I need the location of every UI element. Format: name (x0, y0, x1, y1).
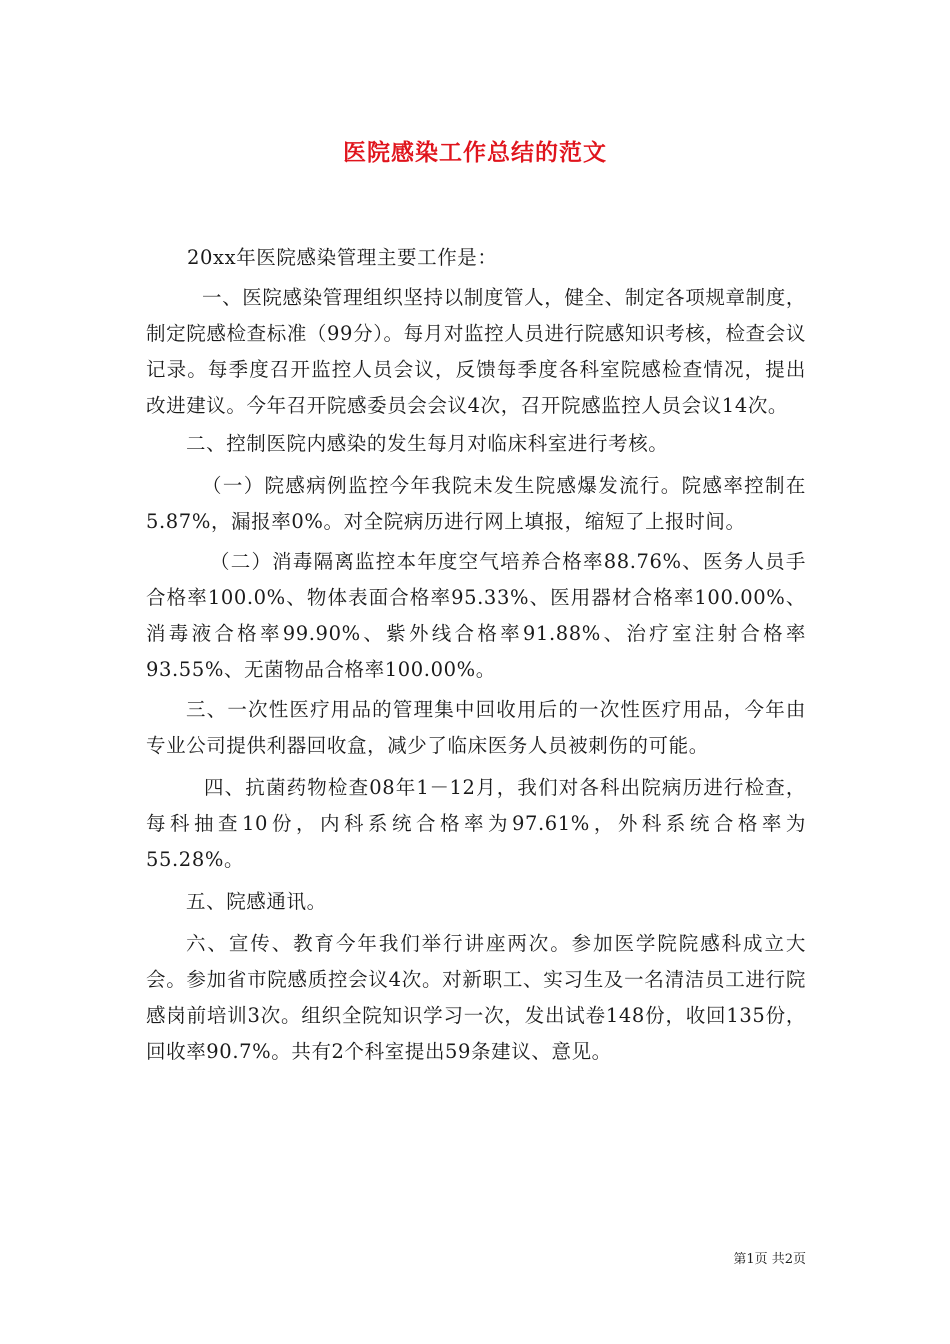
document-body (146, 240, 806, 1070)
section-2-1-paragraph: （一）院感病例监控今年我院未发生院感爆发流行。院感率控制在5.87%，漏报率0%。对全院病历进行网上填报，缩短了上报时间。 (146, 474, 806, 533)
section-2-2-paragraph: （二）消毒隔离监控本年度空气培养合格率88.76%、医务人员手合格率100.0%、物体表面合格率95.33%、医用器材合格率100.00%、消毒液合格率99.90%、紫外线合格率91.88%、治疗室注射合格率93.55%、无菌物品合格率100.00%。 (146, 550, 806, 681)
section-2-paragraph: 二、控制医院内感染的发生每月对临床科室进行考核。 (186, 432, 669, 455)
page-title: 医院感染工作总结的范文 (343, 139, 607, 166)
intro-paragraph: 20xx年医院感染管理主要工作是： (187, 246, 498, 269)
section-5-paragraph: 五、院感通讯。 (186, 890, 327, 913)
section-6-paragraph: 六、宣传、教育今年我们举行讲座两次。参加医学院院感科成立大会。参加省市院感质控会议4次。对新职工、实习生及一名清洁员工进行院感岗前培训3次。组织全院知识学习一次，发出试卷148份，收回135份，回收率90.7%。共有2个科室提出59条建议、意见。 (146, 932, 806, 1063)
section-1-paragraph: 一、医院感染管理组织坚持以制度管人，健全、制定各项规章制度，制定院感检查标准（99分）。每月对监控人员进行院感知识考核，检查会议记录。每季度召开监控人员会议，反馈每季度各科室院感检查情况，提出改进建议。今年召开院感委员会会议4次，召开院感监控人员会议14次。 (146, 286, 806, 417)
section-4-paragraph: 四、抗菌药物检查08年1－12月，我们对各科出院病历进行检查，每科抽查10份，内科系统合格率为97.61%，外科系统合格率为55.28%。 (146, 776, 806, 871)
page-number: 第1页 共2页 (733, 1252, 806, 1267)
section-3-paragraph: 三、一次性医疗用品的管理集中回收用后的一次性医疗用品，今年由专业公司提供利器回收盒，减少了临床医务人员被刺伤的可能。 (146, 698, 806, 757)
